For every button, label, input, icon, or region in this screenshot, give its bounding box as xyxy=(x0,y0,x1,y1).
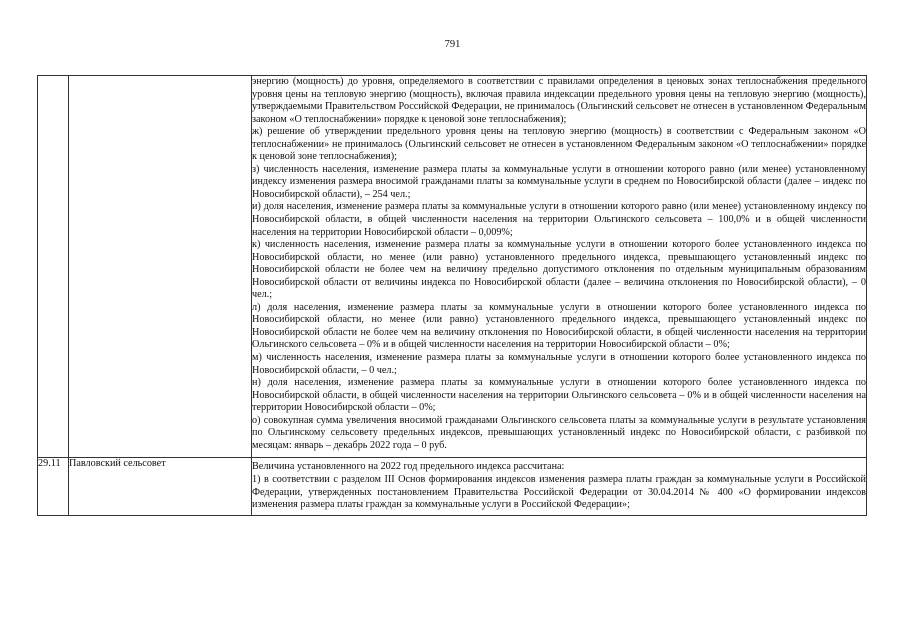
paragraph: энергию (мощность) до уровня, определяемого в соответствии с правилами определения в ценовых зонах теплоснабжения предельного уровня цены на тепловую энергию (мощность), включая правила индексации предельного уровня цены на тепловую энергию (мощность), утверждаемыми Правительством Российской Федерации, не принималось (Ольгинский сельсовет не отнесен в установленном Федеральным законом «О теплоснабжении» порядке к ценовой зоне теплоснабжения); xyxy=(252,76,866,125)
page-number: 791 xyxy=(444,39,461,50)
paragraph: к) численность населения, изменение размера платы за коммунальные услуги в отношении которого более установленного индекса по Новосибирской области, но менее (или равно) установленного предельного индекса, превышающего установленный индекс по Новосибирской области не более чем на величину предельно допустимого отклонения по отдельным муниципальным образованиям Новосибирской области от величины индекса по Новосибирской области (далее – величина отклонения по Новосибирской области), – 0 чел.; xyxy=(252,239,866,301)
data-table xyxy=(37,75,867,516)
description-cell xyxy=(252,76,867,458)
paragraph: ж) решение об утверждении предельного уровня цены на тепловую энергию (мощность) в соответствии с Федеральным законом «О теплоснабжении» не принималось (Ольгинский сельсовет не отнесен в установленном Федеральным законом «О теплоснабжении» порядке к ценовой зоне теплоснабжения); xyxy=(252,126,866,163)
paragraph: 1) в соответствии с разделом III Основ формирования индексов изменения размера платы граждан за коммунальные услуги в Российской Федерации, утвержденных постановлением Правительства Российской Федерации от 30.04.2014 № 400 «О формировании индексов изменения размера платы граждан за коммунальные услуги в Российской Федерации»; xyxy=(252,473,866,511)
paragraph: н) доля населения, изменение размера платы за коммунальные услуги в отношении которого более установленного индекса по Новосибирской области, в общей численности населения на территории Ольгинского сельсовета – 0% и в общей численности населения на территории Новосибирской области – 0%; xyxy=(252,377,866,414)
municipality-name-cell xyxy=(69,76,252,458)
paragraph: Величина установленного на 2022 год предельного индекса рассчитана: xyxy=(252,461,565,473)
table-row xyxy=(38,76,867,458)
row-number-cell xyxy=(38,76,69,458)
description-cell xyxy=(252,458,867,515)
paragraph: о) совокупная сумма увеличения вносимой гражданами Ольгинского сельсовета платы за коммунальные услуги в результате установления по Ольгинскому сельсовету предельных индексов, превышающих установленный индекс по Новосибирской области, с разбивкой по месяцам: январь – декабрь 2022 года – 0 руб. xyxy=(252,414,866,451)
municipality-name-cell: Павловский сельсовет xyxy=(69,458,252,515)
paragraph: и) доля населения, изменение размера платы за коммунальные услуги в отношении которого равно (или менее) установленному индексу по Новосибирской области, в общей численности населения на территории Ольгинского сельсовета – 100,0% и в общей численности населения на территории Новосибирской области – 0,009%; xyxy=(252,201,866,238)
row-number-cell: 29.11 xyxy=(38,458,69,515)
paragraph: м) численность населения, изменение размера платы за коммунальные услуги в отношении которого более установленного индекса по Новосибирской области, – 0 чел.; xyxy=(252,352,866,376)
paragraph: з) численность населения, изменение размера платы за коммунальные услуги в отношении которого равно (или менее) установленному индексу изменения размера вносимой гражданами платы за коммунальные услуги в среднем по Новосибирской области (далее – индекс по Новосибирской области), – 254 чел.; xyxy=(252,163,866,200)
table-row xyxy=(38,458,867,515)
paragraph: л) доля населения, изменение размера платы за коммунальные услуги в отношении которого более установленного индекса по Новосибирской области, но менее (или равно) установленного предельного индекса, превышающего установленный индекс по Новосибирской области не более чем на величину отклонения по Новосибирской области, в общей численности населения на территории Ольгинского сельсовета – 0% и в общей численности населения на территории Новосибирской области – 0%; xyxy=(252,301,866,351)
